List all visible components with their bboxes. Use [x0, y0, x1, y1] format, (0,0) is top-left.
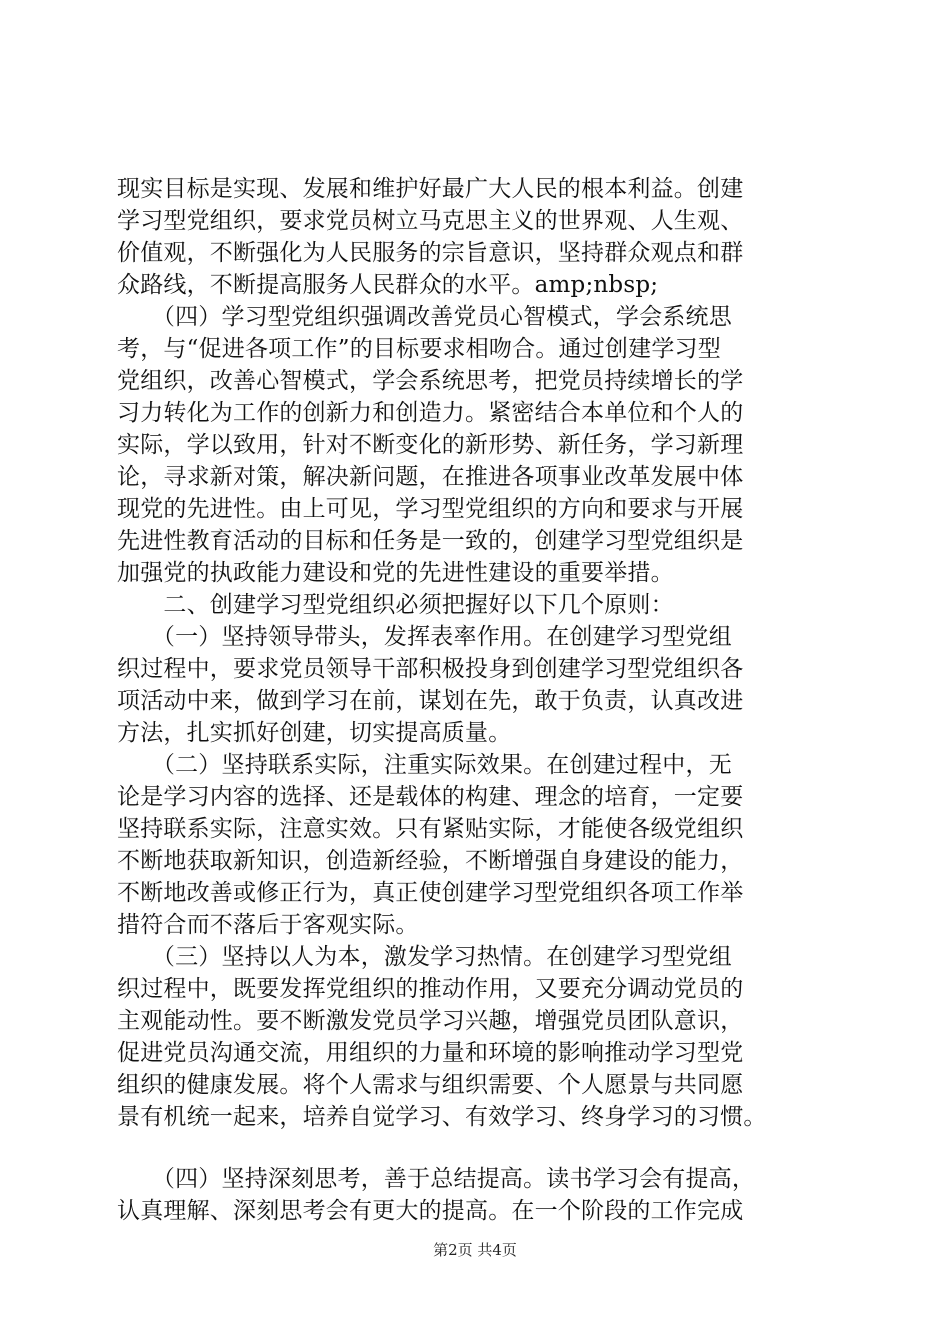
text-line: 不断地获取新知识，创造新经验，不断增强自身建设的能力， — [117, 848, 744, 874]
text-line: 认真理解、深刻思考会有更大的提高。在一个阶段的工作完成 — [117, 1198, 744, 1224]
text-line: 学习型党组织，要求党员树立马克思主义的世界观、人生观、 — [117, 208, 744, 234]
paragraph-gap — [117, 1133, 842, 1163]
text-line: 二、创建学习型党组织必须把握好以下几个原则： — [117, 592, 674, 618]
text-line: 坚持联系实际，注意实效。只有紧贴实际，才能使各级党组织 — [117, 816, 744, 842]
text-line: 党组织，改善心智模式，学会系统思考，把党员持续增长的学 — [117, 368, 744, 394]
page-number-footer: 第2页 共4页 — [433, 1241, 517, 1259]
text-line: 措符合而不落后于客观实际。 — [117, 912, 419, 938]
text-line: 论是学习内容的选择、还是载体的构建、理念的培育，一定要 — [117, 784, 744, 810]
text-line: 价值观，不断强化为人民服务的宗旨意识，坚持群众观点和群 — [117, 240, 744, 266]
text-line: 方法，扎实抓好创建，切实提高质量。 — [117, 720, 512, 746]
text-line: 促进党员沟通交流，用组织的力量和环境的影响推动学习型党 — [117, 1040, 744, 1066]
text-line: （四）学习型党组织强调改善党员心智模式，学会系统思 — [117, 304, 732, 330]
text-line: （二）坚持联系实际，注重实际效果。在创建过程中，无 — [117, 752, 732, 778]
text-line: 织过程中，要求党员领导干部积极投身到创建学习型党组织各 — [117, 656, 744, 682]
text-line: 先进性教育活动的目标和任务是一致的，创建学习型党组织是 — [117, 528, 744, 554]
text-line: 项活动中来，做到学习在前，谋划在先，敢于负责，认真改进 — [117, 688, 744, 714]
text-line: （四）坚持深刻思考，善于总结提高。读书学习会有提高， — [117, 1166, 756, 1192]
text-line: 众路线，不断提高服务人民群众的水平。amp;nbsp; — [117, 272, 659, 298]
text-line: 现党的先进性。由上可见，学习型党组织的方向和要求与开展 — [117, 496, 744, 522]
text-line: 组织的健康发展。将个人需求与组织需要、个人愿景与共同愿 — [117, 1072, 744, 1098]
text-line: 不断地改善或修正行为，真正使创建学习型党组织各项工作举 — [117, 880, 744, 906]
text-line: 论，寻求新对策，解决新问题，在推进各项事业改革发展中体 — [117, 464, 744, 490]
text-line: 景有机统一起来，培养自觉学习、有效学习、终身学习的习惯。 — [117, 1104, 767, 1130]
text-line: 实际，学以致用，针对不断变化的新形势、新任务，学习新理 — [117, 432, 744, 458]
text-line: 现实目标是实现、发展和维护好最广大人民的根本利益。创建 — [117, 176, 744, 202]
text-line: 考，与“促进各项工作”的目标要求相吻合。通过创建学习型 — [117, 336, 721, 362]
text-line: 加强党的执政能力建设和党的先进性建设的重要举措。 — [117, 560, 674, 586]
text-line: 织过程中，既要发挥党组织的推动作用，又要充分调动党员的 — [117, 976, 744, 1002]
text-line: 主观能动性。要不断激发党员学习兴趣，增强党员团队意识， — [117, 1008, 744, 1034]
text-line: （一）坚持领导带头，发挥表率作用。在创建学习型党组 — [117, 624, 732, 650]
text-line: （三）坚持以人为本，激发学习热情。在创建学习型党组 — [117, 944, 732, 970]
text-line: 习力转化为工作的创新力和创造力。紧密结合本单位和个人的 — [117, 400, 744, 426]
document-body — [117, 173, 842, 1227]
